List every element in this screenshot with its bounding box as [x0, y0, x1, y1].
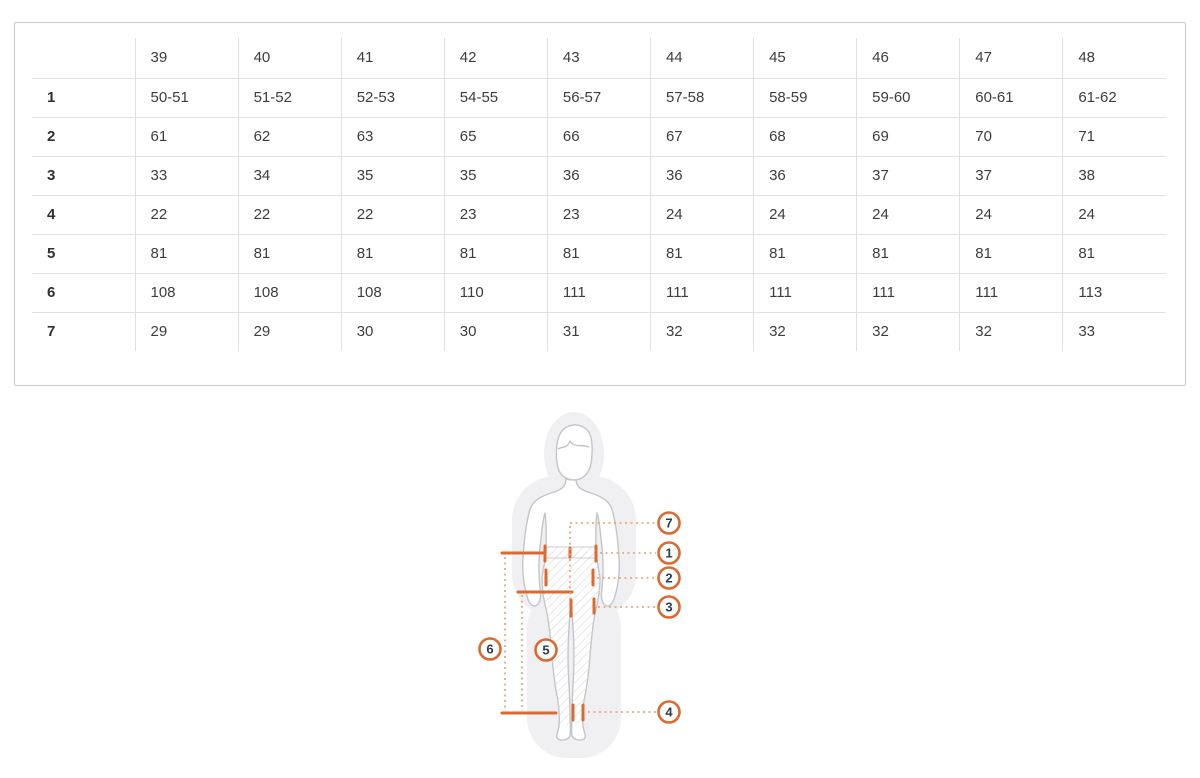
table-cell: 111 — [960, 274, 1063, 313]
body-measure-figure — [0, 400, 1200, 773]
table-row — [32, 118, 1166, 157]
svg-text:6: 6 — [486, 641, 494, 657]
size-table — [32, 38, 1166, 351]
table-cell: 71 — [1063, 118, 1166, 157]
table-cell: 111 — [650, 274, 753, 313]
column-header: 42 — [444, 38, 547, 79]
table-cell: 61 — [135, 118, 238, 157]
table-cell: 33 — [1063, 313, 1166, 352]
table-cell: 38 — [1063, 157, 1166, 196]
column-header: 41 — [341, 38, 444, 79]
row-label: 1 — [32, 79, 135, 118]
table-cell: 111 — [857, 274, 960, 313]
measure-marker-5 — [536, 640, 557, 661]
measure-marker-7 — [659, 513, 680, 534]
svg-text:1: 1 — [665, 545, 673, 561]
svg-text:2: 2 — [665, 570, 673, 586]
table-cell: 29 — [135, 313, 238, 352]
table-cell: 57-58 — [650, 79, 753, 118]
svg-text:5: 5 — [542, 642, 550, 658]
table-cell: 37 — [960, 157, 1063, 196]
table-cell: 67 — [650, 118, 753, 157]
table-cell: 81 — [341, 235, 444, 274]
column-header: 40 — [238, 38, 341, 79]
table-cell: 36 — [650, 157, 753, 196]
table-cell: 36 — [754, 157, 857, 196]
table-cell: 54-55 — [444, 79, 547, 118]
table-cell: 24 — [960, 196, 1063, 235]
table-row — [32, 235, 1166, 274]
size-table-panel — [14, 22, 1186, 386]
corner-cell — [32, 38, 135, 79]
table-cell: 35 — [444, 157, 547, 196]
table-cell: 61-62 — [1063, 79, 1166, 118]
column-header: 45 — [754, 38, 857, 79]
measure-marker-3 — [659, 597, 680, 618]
table-cell: 81 — [135, 235, 238, 274]
table-cell: 108 — [238, 274, 341, 313]
table-cell: 32 — [754, 313, 857, 352]
table-cell: 68 — [754, 118, 857, 157]
table-cell: 65 — [444, 118, 547, 157]
table-cell: 24 — [754, 196, 857, 235]
table-row — [32, 157, 1166, 196]
table-cell: 33 — [135, 157, 238, 196]
table-cell: 81 — [960, 235, 1063, 274]
table-cell: 66 — [547, 118, 650, 157]
table-cell: 81 — [444, 235, 547, 274]
column-header: 48 — [1063, 38, 1166, 79]
table-cell: 81 — [547, 235, 650, 274]
table-cell: 59-60 — [857, 79, 960, 118]
figure-head — [556, 425, 592, 480]
table-cell: 81 — [650, 235, 753, 274]
table-row — [32, 313, 1166, 352]
table-cell: 23 — [444, 196, 547, 235]
table-cell: 37 — [857, 157, 960, 196]
table-cell: 52-53 — [341, 79, 444, 118]
column-header: 39 — [135, 38, 238, 79]
svg-text:3: 3 — [665, 599, 673, 615]
measure-marker-1 — [659, 543, 680, 564]
table-cell: 69 — [857, 118, 960, 157]
row-label: 2 — [32, 118, 135, 157]
table-cell: 113 — [1063, 274, 1166, 313]
measure-marker-2 — [659, 568, 680, 589]
table-row — [32, 79, 1166, 118]
column-header: 47 — [960, 38, 1063, 79]
row-label: 6 — [32, 274, 135, 313]
table-cell: 32 — [960, 313, 1063, 352]
measure-marker-4 — [659, 702, 680, 723]
table-cell: 22 — [135, 196, 238, 235]
header-row — [32, 38, 1166, 79]
table-cell: 32 — [650, 313, 753, 352]
row-label: 4 — [32, 196, 135, 235]
table-cell: 56-57 — [547, 79, 650, 118]
column-header: 44 — [650, 38, 753, 79]
table-cell: 111 — [754, 274, 857, 313]
column-header: 46 — [857, 38, 960, 79]
table-cell: 81 — [238, 235, 341, 274]
table-cell: 63 — [341, 118, 444, 157]
measurement-diagram — [0, 400, 1200, 773]
table-cell: 30 — [341, 313, 444, 352]
table-cell: 32 — [857, 313, 960, 352]
table-cell: 34 — [238, 157, 341, 196]
table-cell: 60-61 — [960, 79, 1063, 118]
table-cell: 58-59 — [754, 79, 857, 118]
row-label: 7 — [32, 313, 135, 352]
table-cell: 108 — [135, 274, 238, 313]
column-header: 43 — [547, 38, 650, 79]
table-cell: 29 — [238, 313, 341, 352]
measure-marker-6 — [480, 639, 501, 660]
table-cell: 81 — [1063, 235, 1166, 274]
row-label: 3 — [32, 157, 135, 196]
table-cell: 62 — [238, 118, 341, 157]
table-row — [32, 196, 1166, 235]
table-cell: 22 — [341, 196, 444, 235]
row-label: 5 — [32, 235, 135, 274]
table-cell: 81 — [857, 235, 960, 274]
table-cell: 50-51 — [135, 79, 238, 118]
table-cell: 70 — [960, 118, 1063, 157]
table-cell: 111 — [547, 274, 650, 313]
table-cell: 30 — [444, 313, 547, 352]
table-cell: 22 — [238, 196, 341, 235]
table-cell: 31 — [547, 313, 650, 352]
table-cell: 110 — [444, 274, 547, 313]
table-row — [32, 274, 1166, 313]
table-cell: 24 — [857, 196, 960, 235]
table-cell: 24 — [650, 196, 753, 235]
svg-text:7: 7 — [665, 515, 673, 531]
table-cell: 35 — [341, 157, 444, 196]
table-cell: 81 — [754, 235, 857, 274]
table-cell: 51-52 — [238, 79, 341, 118]
table-cell: 36 — [547, 157, 650, 196]
table-cell: 24 — [1063, 196, 1166, 235]
table-cell: 23 — [547, 196, 650, 235]
table-cell: 108 — [341, 274, 444, 313]
svg-text:4: 4 — [665, 704, 673, 720]
